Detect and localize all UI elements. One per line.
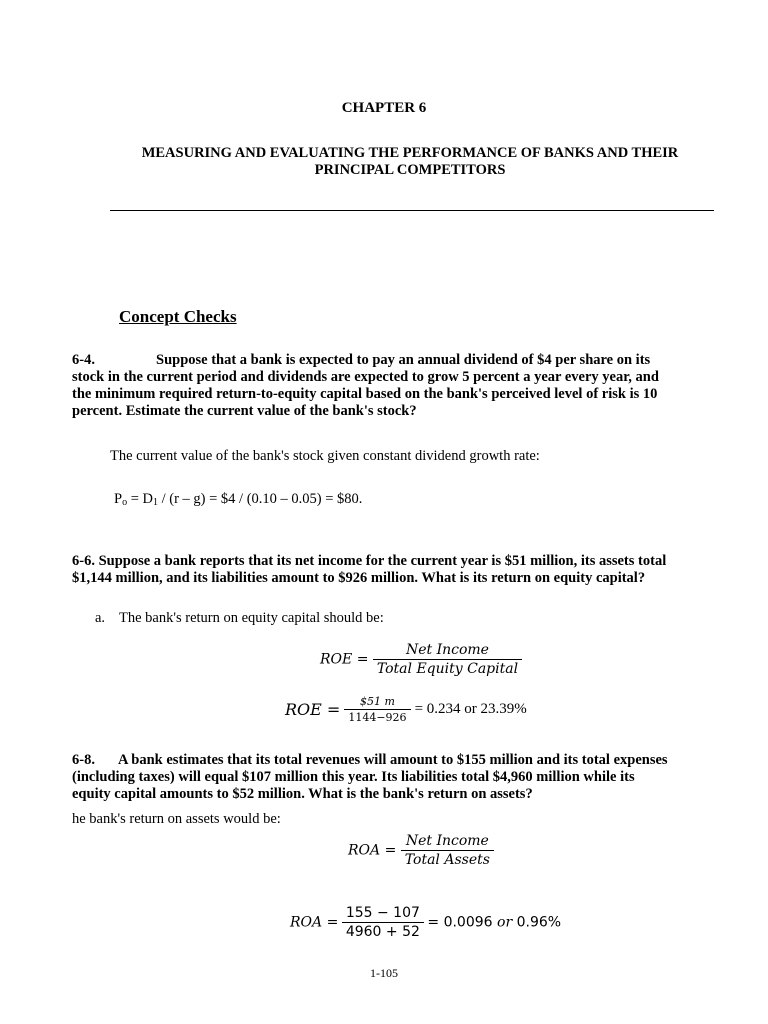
list-marker: a. <box>95 610 106 626</box>
formula-p-subscript: o <box>122 497 128 508</box>
roe-numerator: Net Income <box>405 642 489 658</box>
roe-denominator: Total Equity Capital <box>373 659 522 677</box>
roe-calculation <box>285 695 527 724</box>
question-text-line: $1,144 million, and its liabilities amount to $926 million. What is its return on equity capital? <box>72 570 646 586</box>
question-text-line: the minimum required return-to-equity capital based on the bank's perceived level of risk is 10 <box>72 386 658 402</box>
question-text-line: (including taxes) will equal $107 million this year. Its liabilities total $4,960 million while its <box>72 769 635 785</box>
page-number: 1-105 <box>370 966 398 980</box>
question-number: 6-8. <box>72 752 95 768</box>
roa-calc-or: or <box>497 914 513 931</box>
roa-numerator: Net Income <box>405 833 489 849</box>
question-text-line: 6-6. Suppose a bank reports that its net income for the current year is $51 million, its assets total <box>72 553 667 569</box>
question-text-line: Suppose that a bank is expected to pay an annual dividend of $4 per share on its <box>156 352 651 368</box>
question-text-line: A bank estimates that its total revenues will amount to $155 million and its total expenses <box>118 752 668 768</box>
question-text-line: percent. Estimate the current value of the bank's stock? <box>72 403 417 419</box>
roe-calc-numerator: $51 m <box>359 695 395 708</box>
answer-6-6 <box>95 610 384 627</box>
roa-denominator: Total Assets <box>401 850 494 868</box>
roa-formula <box>348 833 494 868</box>
roe-formula <box>320 642 522 677</box>
chapter-label: CHAPTER 6 <box>341 100 427 116</box>
roa-calc-numerator: 155 − 107 <box>345 905 420 921</box>
roa-calculation <box>290 905 561 940</box>
question-6-6 <box>72 553 732 587</box>
question-text-line: stock in the current period and dividends are expected to grow 5 percent a year every year, and <box>72 369 659 385</box>
question-6-4 <box>72 352 712 420</box>
answer-6-8: he bank's return on assets would be: <box>72 811 281 827</box>
chapter-title-line2: PRINCIPAL COMPETITORS <box>314 162 506 178</box>
roe-calc-result: = 0.234 or 23.39% <box>414 701 527 717</box>
section-heading: Concept Checks <box>119 307 237 326</box>
title-divider <box>110 210 714 211</box>
question-6-8 <box>72 752 732 803</box>
answer-text: The bank's return on equity capital should be: <box>119 610 384 626</box>
roe-calc-denominator: 1144−926 <box>344 709 410 724</box>
question-number: 6-4. <box>72 352 95 368</box>
roa-calc-result <box>427 915 561 931</box>
chapter-title <box>60 145 760 179</box>
roa-lhs: ROA = <box>348 842 397 859</box>
roa-calc-value-decimal: = 0.0096 <box>427 914 493 931</box>
roa-calc-lhs: ROA = <box>290 914 339 931</box>
roa-calc-denominator: 4960 + 52 <box>342 922 424 940</box>
chapter-title-line1: MEASURING AND EVALUATING THE PERFORMANCE OF BANKS AND THEIR <box>141 145 679 161</box>
roe-calc-lhs: ROE = <box>285 700 341 719</box>
roe-lhs: ROE = <box>320 651 369 668</box>
formula-d: = D <box>130 491 153 507</box>
formula-d-subscript: 1 <box>152 497 158 508</box>
formula-rest: / (r – g) = $4 / (0.10 – 0.05) = $80. <box>161 491 363 507</box>
roa-calc-value-percent: 0.96% <box>516 914 562 931</box>
question-text-line: equity capital amounts to $52 million. What is the bank's return on assets? <box>72 786 533 802</box>
formula-6-4 <box>114 491 362 509</box>
formula-p: P <box>114 491 123 507</box>
answer-6-4: The current value of the bank's stock given constant dividend growth rate: <box>110 448 540 464</box>
